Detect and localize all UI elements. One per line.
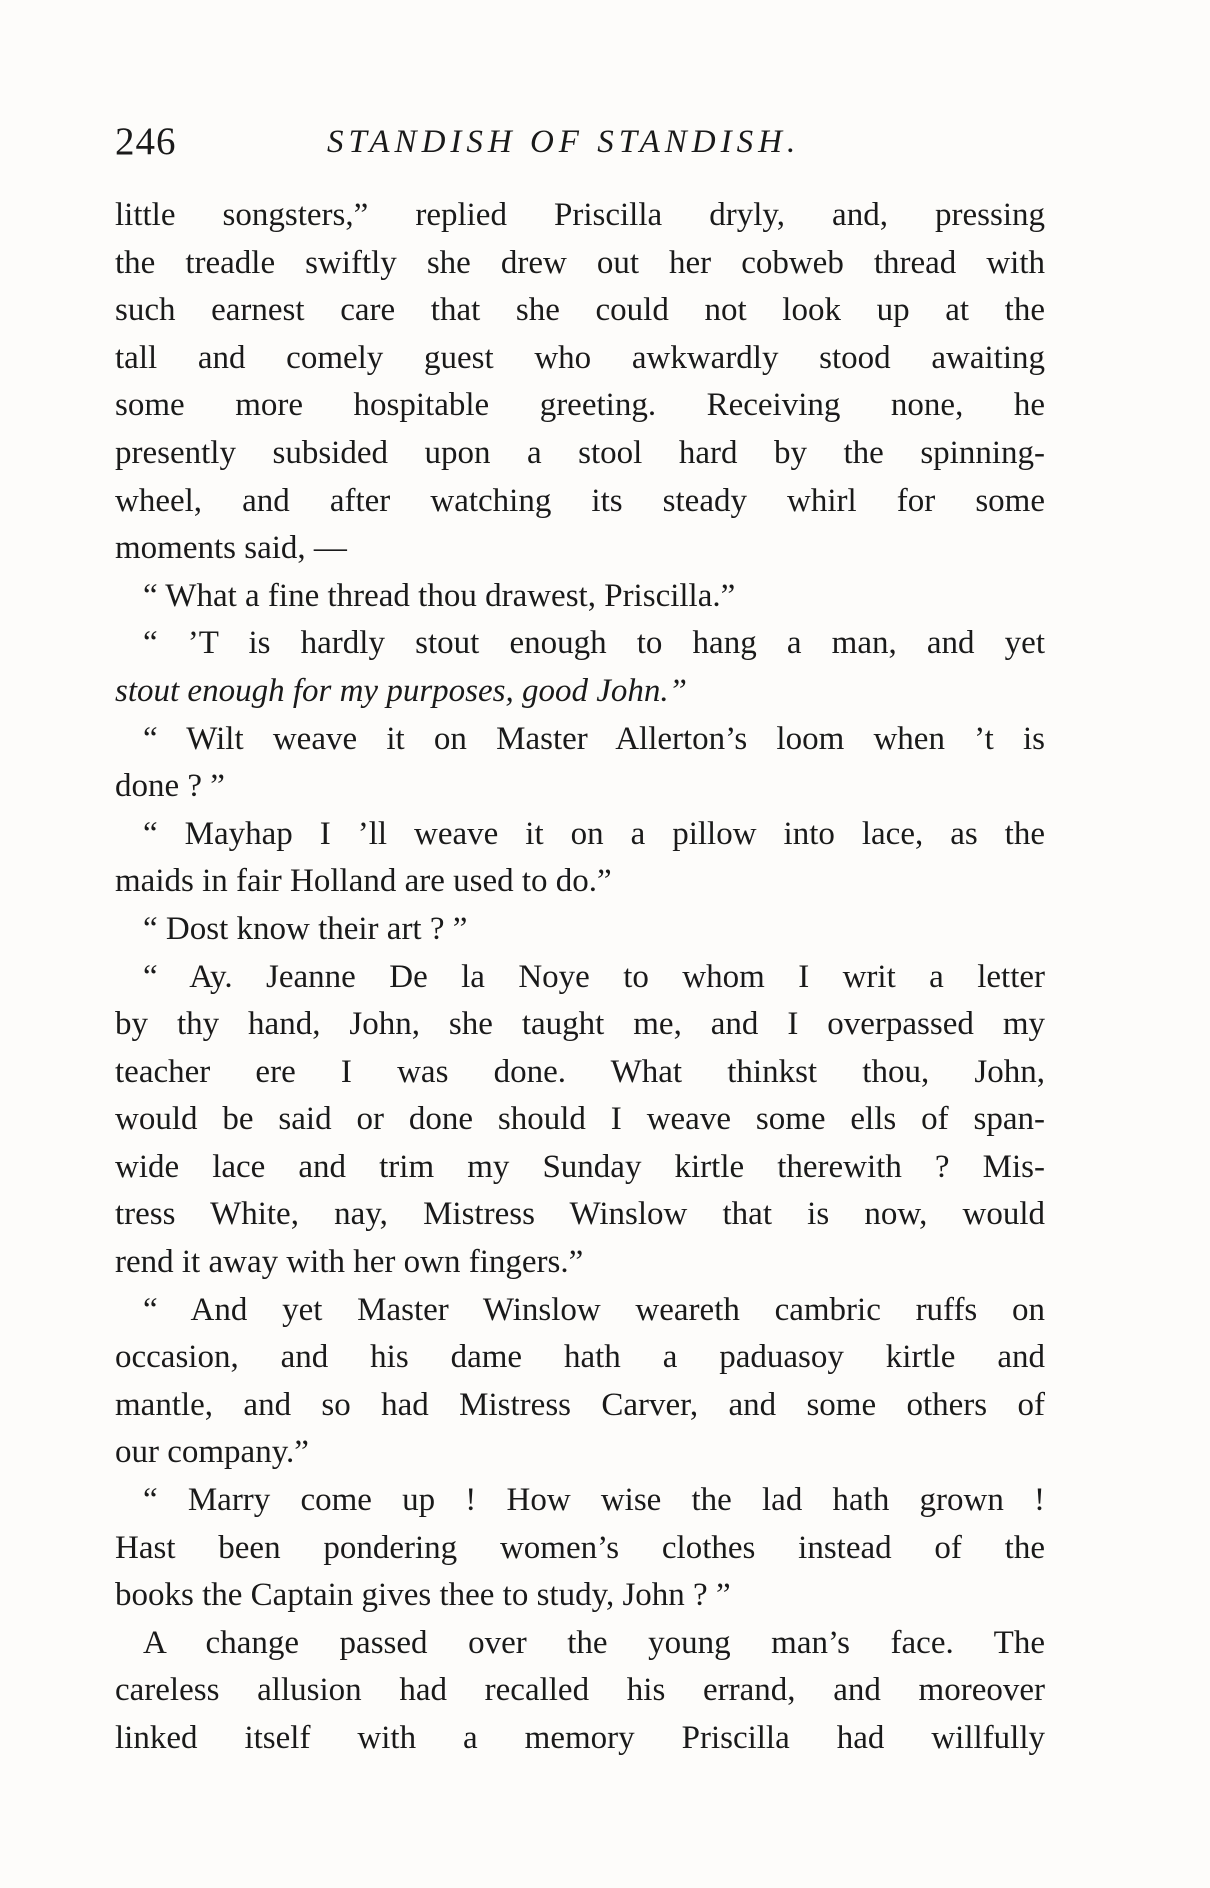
- text-line: careless allusion had recalled his errand, and moreover: [115, 1672, 1045, 1709]
- text-line: “ What a fine thread thou drawest, Priscilla.”: [143, 577, 736, 614]
- body-text: [115, 192, 1045, 1763]
- text-line: little songsters,” replied Priscilla dryly, and, pressing: [115, 197, 1045, 233]
- text-line: “ ’T is hardly stout enough to hang a man, and yet: [143, 625, 1045, 662]
- text-line: wheel, and after watching its steady whirl for some: [115, 482, 1045, 519]
- text-line: linked itself with a memory Priscilla had willfully: [115, 1720, 1045, 1756]
- text-line: rend it away with her own fingers.”: [115, 1244, 584, 1281]
- page-header: [115, 112, 1045, 172]
- text-line: “ Ay. Jeanne De la Noye to whom I writ a letter: [143, 958, 1045, 995]
- text-line: maids in fair Holland are used to do.”: [115, 863, 612, 900]
- text-line: occasion, and his dame hath a paduasoy kirtle and: [115, 1339, 1045, 1376]
- text-line: “ Wilt weave it on Master Allerton’s loom when ’t is: [143, 720, 1045, 757]
- text-line: Hast been pondering women’s clothes instead of the: [115, 1529, 1045, 1566]
- text-line: “ And yet Master Winslow weareth cambric ruffs on: [143, 1291, 1045, 1328]
- text-line: would be said or done should I weave some ells of span-: [115, 1101, 1045, 1138]
- text-line: the treadle swiftly she drew out her cobweb thread with: [115, 244, 1045, 281]
- text-line: some more hospitable greeting. Receiving none, he: [115, 387, 1045, 424]
- text-line: “ Dost know their art ? ”: [143, 910, 468, 947]
- running-title: STANDISH OF STANDISH.: [327, 124, 801, 160]
- text-line: our company.”: [115, 1434, 309, 1471]
- text-line: tall and comely guest who awkwardly stood awaiting: [115, 339, 1045, 376]
- text-line: “ Marry come up ! How wise the lad hath grown !: [143, 1482, 1045, 1519]
- text-line: moments said, —: [115, 530, 347, 567]
- text-line: wide lace and trim my Sunday kirtle therewith ? Mis-: [115, 1148, 1045, 1185]
- text-line: teacher ere I was done. What thinkst thou, John,: [115, 1053, 1045, 1090]
- page-number: 246: [115, 120, 177, 163]
- text-line: such earnest care that she could not look up at the: [115, 292, 1045, 329]
- text-line: mantle, and so had Mistress Carver, and some others of: [115, 1386, 1045, 1423]
- text-line: tress White, nay, Mistress Winslow that is now, would: [115, 1196, 1045, 1233]
- text-line: books the Captain gives thee to study, John ? ”: [115, 1577, 731, 1614]
- text-line: A change passed over the young man’s face. The: [143, 1624, 1045, 1661]
- text-line: “ Mayhap I ’ll weave it on a pillow into lace, as the: [143, 815, 1045, 852]
- text-line: by thy hand, John, she taught me, and I overpassed my: [115, 1006, 1045, 1043]
- text-line: stout enough for my purposes, good John.”: [115, 672, 687, 709]
- text-line: done ? ”: [115, 768, 225, 805]
- text-line: presently subsided upon a stool hard by the spinning-: [115, 434, 1045, 471]
